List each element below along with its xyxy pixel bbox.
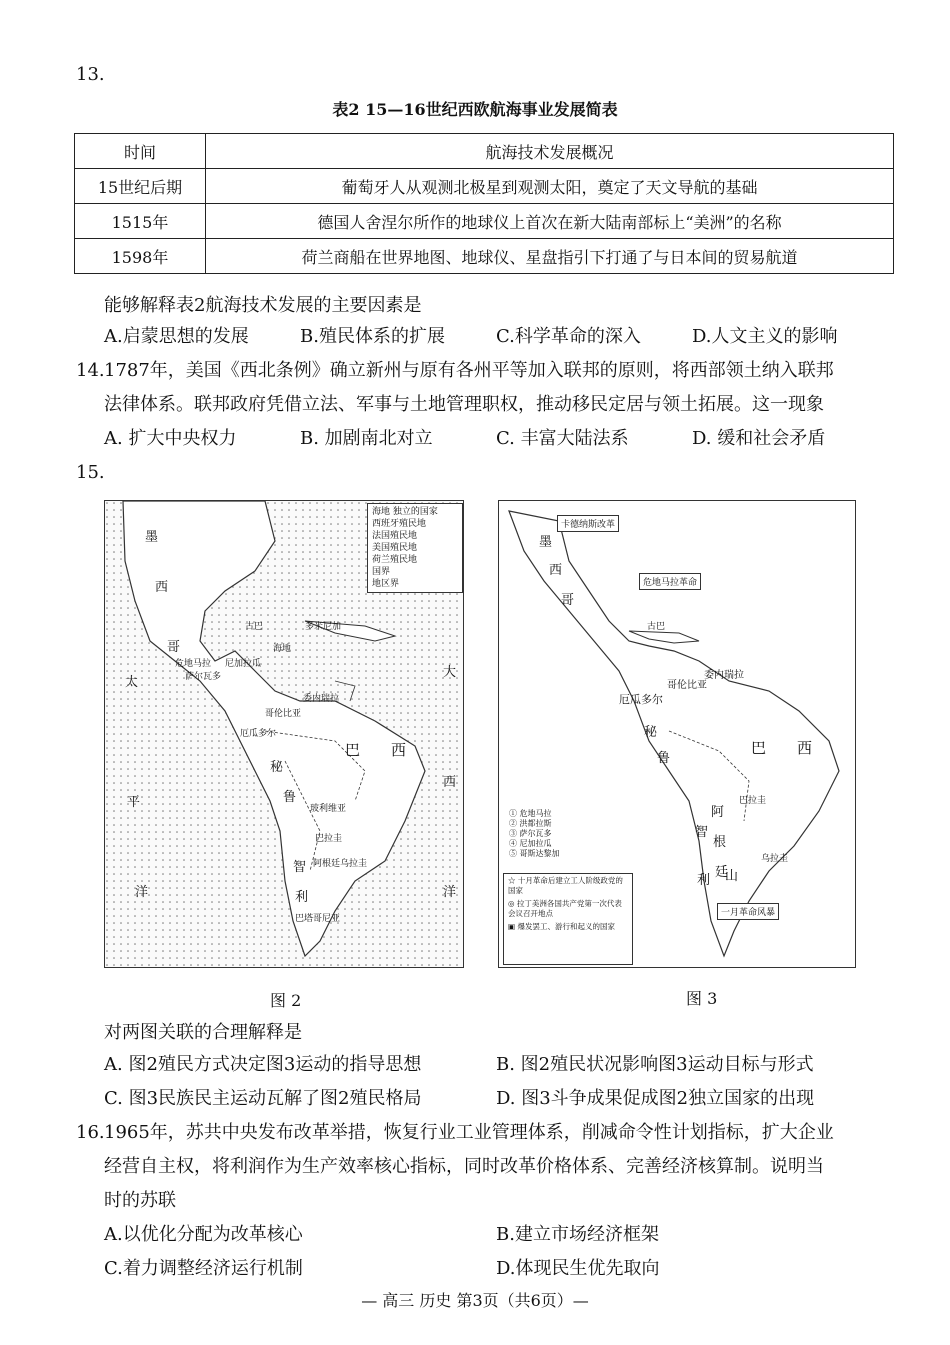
map-label: 巴拉圭 (315, 834, 343, 844)
map-label: 墨 (145, 530, 159, 545)
table-row (75, 239, 894, 274)
legend-item: 拉丁美洲各国共产党第一次代表会议召开地点 (508, 899, 622, 918)
table-header-desc: 航海技术发展概况 (206, 134, 894, 169)
map-label: 智 (293, 860, 307, 875)
table-header-row (75, 134, 894, 169)
table-row (75, 204, 894, 239)
map-label: 乌拉圭 (761, 854, 789, 864)
q14-option-b[interactable]: B. 加剧南北对立 (300, 428, 433, 449)
map-label: 海地 (273, 644, 292, 654)
map-label: 危地马拉 (175, 659, 212, 669)
figure-3-legend: ☆ 十月革命后建立工人阶级政党的国家 ◎ 拉丁美洲各国共产党第一次代表会议召开地点 ▣ 爆发罢工、游行和起义的国家 (503, 873, 633, 965)
legend-item: ① 危地马拉 (509, 809, 552, 818)
q15-stem: 对两图关联的合理解释是 (104, 1022, 302, 1043)
map-label: 平 (127, 795, 141, 810)
legend-item: 西班牙殖民地 (372, 519, 427, 529)
q13-option-b[interactable]: B.殖民体系的扩展 (300, 326, 445, 347)
callout-guatemala: 危地马拉革命 (639, 573, 701, 590)
map-label: 大 (443, 665, 457, 680)
page-footer: — 高三 历史 第3页（共6页）— (361, 1291, 589, 1310)
callout-january: 一月革命风暴 (717, 903, 779, 920)
q13-stem: 能够解释表2航海技术发展的主要因素是 (104, 295, 422, 316)
figure-2-caption: 图 2 (270, 991, 302, 1010)
figure-3-country-list (505, 807, 593, 861)
map-label: 巴 (345, 741, 361, 759)
legend-item: 荷兰殖民地 (372, 555, 418, 565)
q14-option-d[interactable]: D. 缓和社会矛盾 (692, 428, 826, 449)
map-label: 古巴 (647, 622, 666, 632)
map-label: 巴塔哥尼亚 (295, 914, 341, 924)
legend-item: 十月革命后建立工人阶级政党的国家 (508, 876, 623, 895)
q15-number: 15. (76, 462, 105, 483)
map-label: 智 (695, 825, 709, 840)
map-label: 阿根廷 (313, 859, 341, 869)
legend-item: 海地 (372, 507, 391, 517)
legend-item: ② 洪都拉斯 (509, 819, 552, 828)
legend-item: 地区界 (372, 579, 400, 589)
figure-3-map (498, 500, 856, 968)
table-cell: 1598年 (75, 239, 206, 274)
table-cell: 荷兰商船在世界地图、地球仪、星盘指引下打通了与日本间的贸易航道 (206, 239, 894, 274)
map-label: 西 (155, 580, 169, 595)
map-label: 厄瓜多尔 (619, 693, 663, 706)
q16-line-1: 1965年，苏共中央发布改革举措，恢复行业工业管理体系，削减命令性计划指标，扩大企业 (104, 1122, 834, 1143)
map-label: 西 (443, 775, 457, 790)
legend-item: 国界 (372, 567, 391, 577)
map-label: 哥伦比亚 (667, 680, 707, 691)
callout-cardenas: 卡德纳斯改革 (557, 515, 619, 532)
map-label: 厄瓜多尔 (240, 729, 277, 739)
map-label: 廷 (715, 865, 729, 880)
q13-option-d[interactable]: D.人文主义的影响 (692, 326, 838, 347)
map-label: 巴拉圭 (739, 796, 767, 806)
table-2 (74, 133, 894, 274)
legend-item: ⑤ 哥斯达黎加 (509, 849, 560, 858)
map-label: 尼加拉瓜 (225, 659, 262, 669)
q14-line-1: 1787年，美国《西北条例》确立新州与原有各州平等加入联邦的原则，将西部领土纳入联邦 (104, 360, 834, 381)
table-caption: 表2 15—16世纪西欧航海事业发展简表 (332, 100, 618, 119)
map-label: 利 (697, 873, 711, 888)
q14-option-c[interactable]: C. 丰富大陆法系 (496, 428, 629, 449)
q16-option-d[interactable]: D.体现民生优先取向 (496, 1258, 660, 1279)
q15-option-a[interactable]: A. 图2殖民方式决定图3运动的指导思想 (104, 1054, 422, 1075)
map-label: 萨尔瓦多 (185, 672, 222, 682)
q15-option-c[interactable]: C. 图3民族民主运动瓦解了图2殖民格局 (104, 1088, 422, 1109)
table-cell: 葡萄牙人从观测北极星到观测太阳，奠定了天文导航的基础 (206, 169, 894, 204)
map-label: 洋 (443, 885, 457, 900)
map-label: 山 (725, 869, 739, 884)
map-label: 西 (797, 739, 813, 757)
map-label: 利 (295, 890, 309, 905)
map-label: 根 (713, 835, 727, 850)
q14-number: 14. (76, 360, 105, 381)
q16-line-2: 经营自主权，将利润作为生产效率核心指标，同时改革价格体系、完善经济核算制。说明当 (104, 1156, 824, 1177)
q13-number: 13. (76, 64, 105, 85)
map-label: 哥 (561, 593, 575, 608)
q14-option-a[interactable]: A. 扩大中央权力 (104, 428, 237, 449)
map-label: 玻利维亚 (310, 804, 347, 814)
figure-2-legend (367, 503, 463, 593)
legend-item: ③ 萨尔瓦多 (509, 829, 552, 838)
map-label: 委内瑞拉 (303, 694, 340, 704)
figure-2-map (104, 500, 464, 968)
map-label: 秘 (644, 725, 658, 740)
q15-option-d[interactable]: D. 图3斗争成果促成图2独立国家的出现 (496, 1088, 815, 1109)
map-label: 鲁 (283, 790, 297, 805)
map-label: 西 (391, 741, 407, 759)
map-label: 秘 (270, 760, 284, 775)
legend-item: 独立的国家 (392, 507, 438, 517)
q14-line-2: 法律体系。联邦政府凭借立法、军事与土地管理职权，推动移民定居与领土拓展。这一现象 (104, 394, 824, 415)
map-label: 鲁 (657, 751, 671, 766)
q15-option-b[interactable]: B. 图2殖民状况影响图3运动目标与形式 (496, 1054, 814, 1075)
legend-item: 法国殖民地 (372, 531, 418, 541)
table-cell: 德国人舍涅尔所作的地球仪上首次在新大陆南部标上“美洲”的名称 (206, 204, 894, 239)
table-row (75, 169, 894, 204)
map-label: 古巴 (245, 622, 264, 632)
q16-option-c[interactable]: C.着力调整经济运行机制 (104, 1258, 303, 1279)
q16-option-a[interactable]: A.以优化分配为改革核心 (104, 1224, 303, 1245)
map-label: 哥伦比亚 (265, 709, 302, 719)
legend-item: 爆发罢工、游行和起义的国家 (517, 922, 615, 931)
map-label: 多米尼加 (305, 622, 342, 632)
map-label: 太 (125, 675, 139, 690)
table-cell: 1515年 (75, 204, 206, 239)
map-label: 哥 (167, 640, 181, 655)
map-label: 乌拉圭 (340, 859, 368, 869)
table-cell: 15世纪后期 (75, 169, 206, 204)
map-label: 巴 (751, 739, 767, 757)
map-label: 委内瑞拉 (704, 670, 744, 681)
map-label: 洋 (135, 885, 149, 900)
legend-item: ④ 尼加拉瓜 (509, 839, 552, 848)
legend-item: 美国殖民地 (372, 543, 418, 553)
q13-option-a[interactable]: A.启蒙思想的发展 (104, 326, 249, 347)
q16-option-b[interactable]: B.建立市场经济框架 (496, 1224, 659, 1245)
q16-line-3: 时的苏联 (104, 1190, 176, 1211)
table-header-time: 时间 (75, 134, 206, 169)
q13-option-c[interactable]: C.科学革命的深入 (496, 326, 641, 347)
map-label: 墨 (539, 535, 553, 550)
map-label: 阿 (711, 805, 725, 820)
map-label: 西 (549, 563, 563, 578)
q16-number: 16. (76, 1122, 105, 1143)
figure-3-caption: 图 3 (686, 989, 718, 1008)
